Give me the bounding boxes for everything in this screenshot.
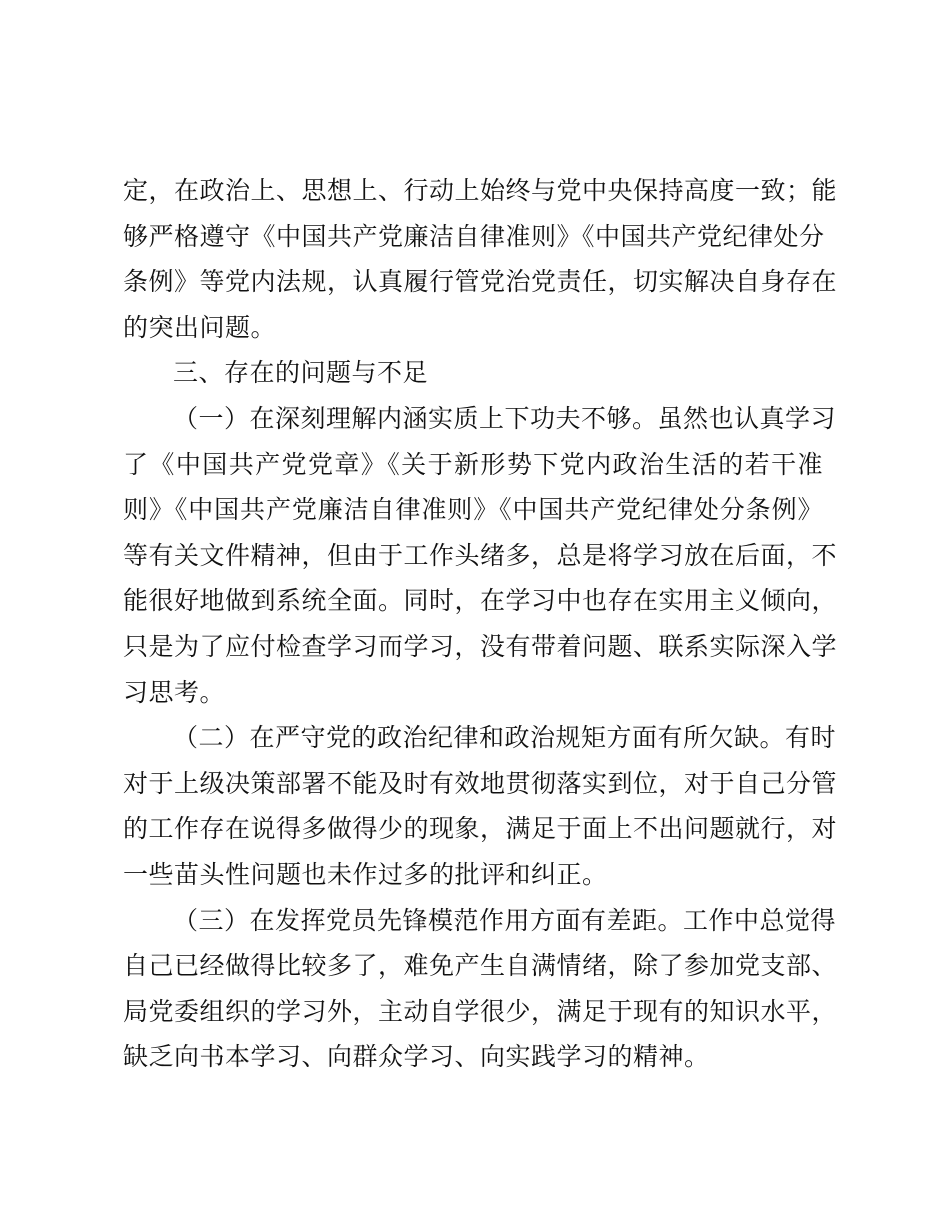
paragraph-first-line: （一）在深刻理解内涵实质上下功夫不够。虽然也认真学习: [173, 403, 837, 433]
paragraph-first-line: （三）在发挥党员先锋模范作用方面有差距。工作中总觉得: [173, 905, 837, 935]
text-line: 条例》等党内法规，认真履行管党治党责任，切实解决自身存在: [123, 267, 838, 297]
text-line: 的突出问题。: [123, 312, 277, 342]
text-line: 则》《中国共产党廉洁自律准则》《中国共产党纪律处分条例》: [123, 495, 823, 525]
text-line: 定，在政治上、思想上、行动上始终与党中央保持高度一致；能: [123, 176, 838, 205]
text-line: 自己已经做得比较多了，难免产生自满情绪，除了参加党支部、: [123, 951, 838, 981]
text-line: 对于上级决策部署不能及时有效地贯彻落实到位，对于自己分管: [123, 768, 838, 798]
text-line: 缺乏向书本学习、向群众学习、向实践学习的精神。: [123, 1042, 710, 1072]
document-body: [123, 168, 838, 1080]
text-line: 只是为了应付检查学习而学习，没有带着问题、联系实际深入学: [123, 631, 838, 661]
text-line: 局党委组织的学习外，主动自学很少，满足于现有的知识水平，: [123, 996, 838, 1026]
text-line: 能很好地做到系统全面。同时，在学习中也存在实用主义倾向，: [123, 586, 838, 616]
text-line: 习思考。: [123, 677, 226, 707]
text-line: 等有关文件精神，但由于工作头绪多，总是将学习放在后面，不: [123, 540, 838, 570]
text-line: 了《中国共产党党章》《关于新形势下党内政治生活的若干准: [123, 449, 823, 479]
text-line: 一些苗头性问题也未作过多的批评和纠正。: [123, 859, 608, 889]
paragraph-first-line: （二）在严守党的政治纪律和政治规矩方面有所欠缺。有时: [173, 723, 837, 753]
text-line: 的工作存在说得多做得少的现象，满足于面上不出问题就行，对: [123, 814, 838, 844]
section-heading: 三、存在的问题与不足: [173, 358, 429, 388]
text-line: 够严格遵守《中国共产党廉洁自律准则》《中国共产党纪律处分: [123, 221, 825, 251]
